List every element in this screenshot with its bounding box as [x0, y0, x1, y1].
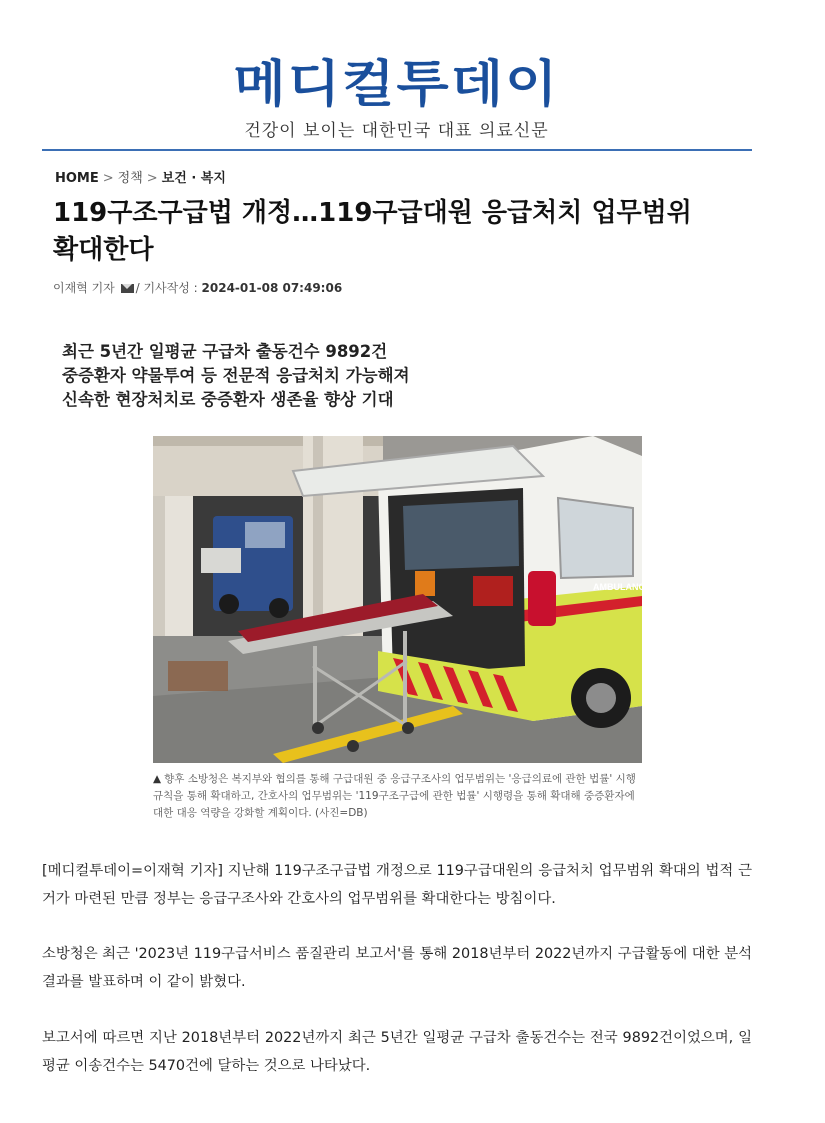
article-byline — [53, 279, 342, 296]
author-name: 이재혁 기자 — [53, 281, 115, 295]
header-divider — [42, 149, 752, 151]
article-paragraph: 소방청은 최근 '2023년 119구급서비스 품질관리 보고서'를 통해 2018년부터 2022년까지 구급활동에 대한 분석 결과를 발표하며 이 같이 밝혔다. — [42, 946, 752, 990]
breadcrumb-subsection-link[interactable]: 보건 · 복지 — [161, 171, 226, 186]
subhead-line: 중증환자 약물투여 등 전문적 응급처치 가능해져 — [62, 366, 410, 385]
article-title-line: 119구조구급법 개정…119구급대원 응급처치 업무범위 — [53, 198, 692, 228]
ambulance-photo-illustration — [153, 436, 651, 763]
subhead-line: 최근 5년간 일평균 구급차 출동건수 9892건 — [62, 342, 388, 361]
article-subheads — [62, 340, 410, 412]
article-photo — [153, 436, 651, 763]
breadcrumb-home-link[interactable]: HOME — [55, 171, 99, 186]
breadcrumb-separator: > — [102, 171, 114, 186]
article-paragraph: 보고서에 따르면 지난 2018년부터 2022년까지 최근 5년간 일평균 구급차 출동건수는 전국 9892건이었으며, 일평균 이송건수는 5470건에 달하는 것으로 나타났다. — [42, 1030, 752, 1074]
caption-text: 향후 소방청은 복지부와 협의를 통해 구급대원 중 응급구조사의 업무범위는 '응급의료에 관한 법률' 시행규칙을 통해 확대하고, 간호사의 업무범위는 '119구조구급에 관한 법률' 시행령을 통해 확대해 중증환자에 대한 대응 역량을 강화할 계획이다. (사진=DB) — [153, 773, 636, 819]
date-label: / 기사작성 : — [135, 281, 198, 295]
article-title-line: 확대한다 — [53, 235, 154, 265]
breadcrumb-separator: > — [146, 171, 158, 186]
site-slogan: 건강이 보이는 대한민국 대표 의료신문 — [244, 121, 549, 141]
site-logo[interactable]: 메디컬투데이 — [233, 55, 560, 113]
breadcrumb-section-link[interactable]: 정책 — [117, 171, 143, 186]
article-date: 2024-01-08 07:49:06 — [201, 281, 343, 295]
article-paragraph: [메디컬투데이=이재혁 기자] 지난해 119구조구급법 개정으로 119구급대원의 응급처치 업무범위 확대의 법적 근거가 마련된 만큼 정부는 응급구조사와 간호사의 업무범위를 확대한다는 방침이다. — [42, 863, 752, 907]
photo-caption — [153, 771, 645, 822]
caption-marker-icon: ▲ — [153, 773, 162, 785]
breadcrumb — [55, 167, 226, 186]
article-title — [53, 195, 733, 269]
ambulance-lettering: AMBULANCE — [593, 582, 651, 592]
masthead — [0, 54, 793, 141]
subhead-line: 신속한 현장처치로 중증환자 생존율 향상 기대 — [62, 390, 394, 409]
email-icon[interactable] — [121, 284, 134, 293]
